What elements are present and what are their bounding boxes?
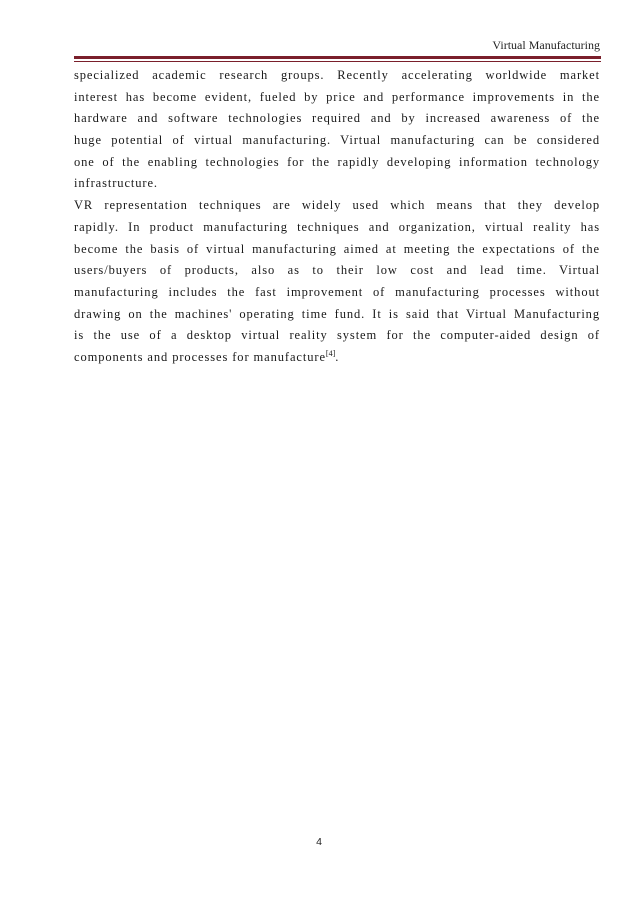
- text-line: is the use of a desktop virtual reality system for the computer-aided design of: [74, 328, 600, 343]
- text-line: interest has become evident, fueled by price and performance improvements in the: [74, 89, 600, 104]
- text-line: become the basis of virtual manufacturing aimed at meeting the expectations of the: [74, 241, 600, 256]
- text-line: rapidly. In product manufacturing techniques and organization, virtual reality has: [74, 219, 600, 234]
- text-line: VR representation techniques are widely used which means that they develop: [74, 198, 600, 213]
- text-line-content: components and processes for manufacture: [74, 349, 326, 364]
- text-line: manufacturing includes the fast improvement of manufacturing processes without: [74, 284, 600, 299]
- text-line: hardware and software technologies required and by increased awareness of the: [74, 111, 600, 126]
- header-rule-thick: [74, 56, 601, 59]
- text-line-final: [74, 347, 600, 369]
- citation-reference[interactable]: [4]: [325, 348, 336, 358]
- body-text: [74, 65, 600, 369]
- text-line: infrastructure.: [74, 176, 158, 191]
- text-line: users/buyers of products, also as to their low cost and lead time. Virtual: [74, 263, 600, 278]
- text-line: one of the enabling technologies for the rapidly developing information technology: [74, 154, 600, 169]
- text-line: drawing on the machines' operating time fund. It is said that Virtual Manufacturing: [74, 306, 600, 321]
- page-number: 4: [316, 836, 322, 848]
- running-header-title: Virtual Manufacturing: [492, 38, 600, 52]
- header-rule-thin: [74, 61, 601, 62]
- text-line: specialized academic research groups. Recently accelerating worldwide market: [74, 68, 600, 82]
- text-line: huge potential of virtual manufacturing. Virtual manufacturing can be considered: [74, 133, 600, 148]
- end-punctuation: .: [335, 349, 340, 364]
